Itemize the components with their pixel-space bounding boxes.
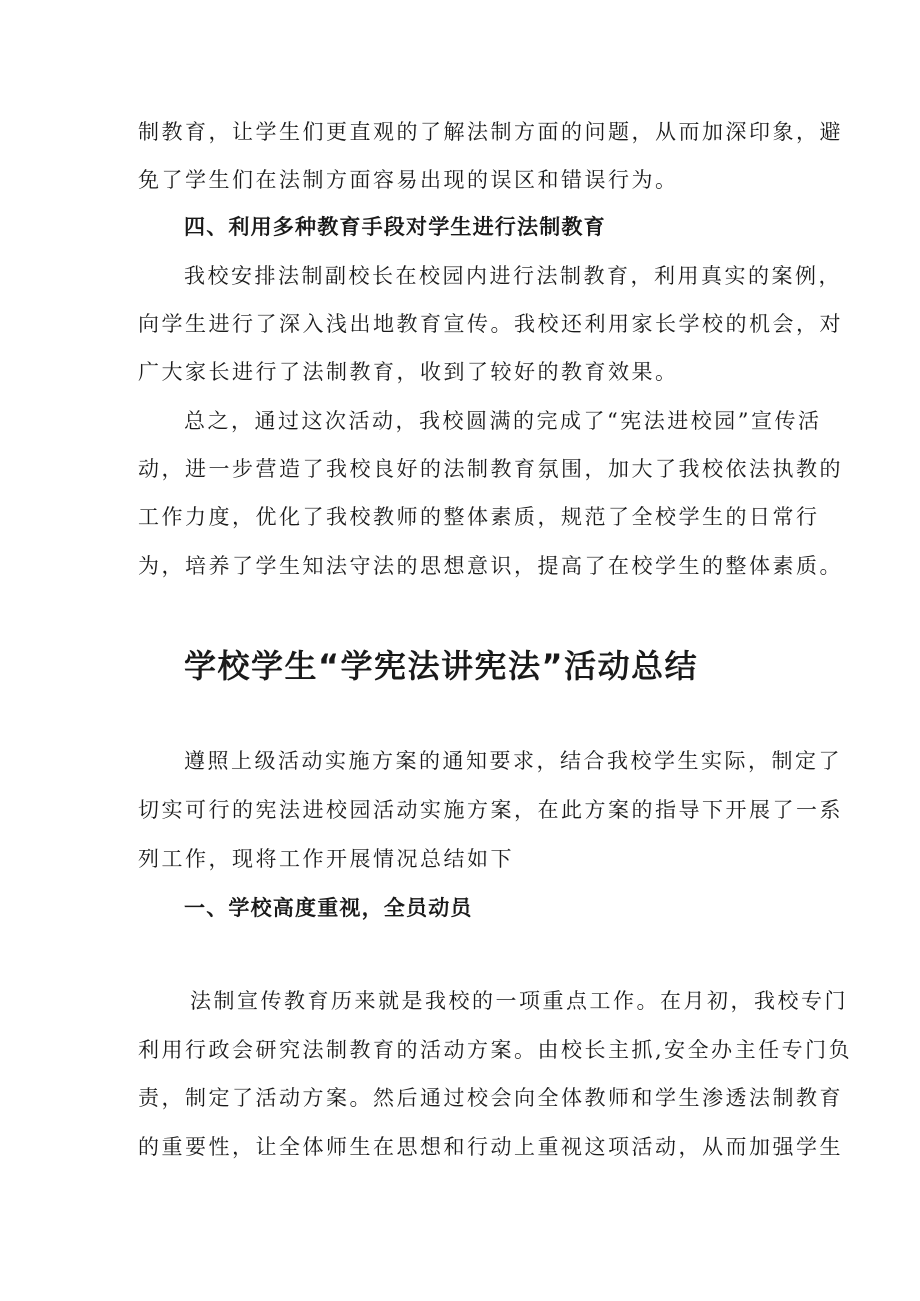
paragraph-line: 遵照上级活动实施方案的通知要求，结合我校学生实际，制定了 [184,749,842,773]
paragraph-line: 我校安排法制副校长在校园内进行法制教育，利用真实的案例， [184,264,842,288]
paragraph-line: 总之，通过这次活动，我校圆满的完成了“宪法进校园”宣传活 [184,409,822,433]
paragraph-line: 列工作，现将工作开展情况总结如下 [138,847,514,871]
paragraph-line: 为，培养了学生知法守法的思想意识，提高了在校学生的整体素质。 [138,554,843,578]
article-title: 学校学生“学宪法讲宪法”活动总结 [184,647,699,685]
paragraph-line: 制教育，让学生们更直观的了解法制方面的问题，从而加深印象，避 [138,120,843,144]
section-heading: 四、利用多种教育手段对学生进行法制教育 [184,215,606,239]
paragraph-line: 利用行政会研究法制教育的活动方案。由校长主抓,安全办主任专门负 [138,1038,853,1062]
paragraph-line: 广大家长进行了法制教育，收到了较好的教育效果。 [138,360,679,384]
paragraph-line: 法制宣传教育历来就是我校的一项重点工作。在月初，我校专门 [190,989,848,1013]
paragraph-line: 切实可行的宪法进校园活动实施方案，在此方案的指导下开展了一系 [138,798,843,822]
paragraph-line: 工作力度，优化了我校教师的整体素质，规范了全校学生的日常行 [138,505,820,529]
paragraph-line: 的重要性，让全体师生在思想和行动上重视这项活动，从而加强学生 [138,1135,843,1159]
paragraph-line: 向学生进行了深入浅出地教育宣传。我校还利用家长学校的机会，对 [138,312,843,336]
paragraph-line: 责，制定了活动方案。然后通过校会向全体教师和学生渗透法制教育 [138,1086,843,1110]
paragraph-line: 动，进一步营造了我校良好的法制教育氛围，加大了我校依法执教的 [138,457,843,481]
paragraph-line: 免了学生们在法制方面容易出现的误区和错误行为。 [138,168,679,192]
section-heading: 一、学校高度重视，全员动员 [184,896,473,920]
